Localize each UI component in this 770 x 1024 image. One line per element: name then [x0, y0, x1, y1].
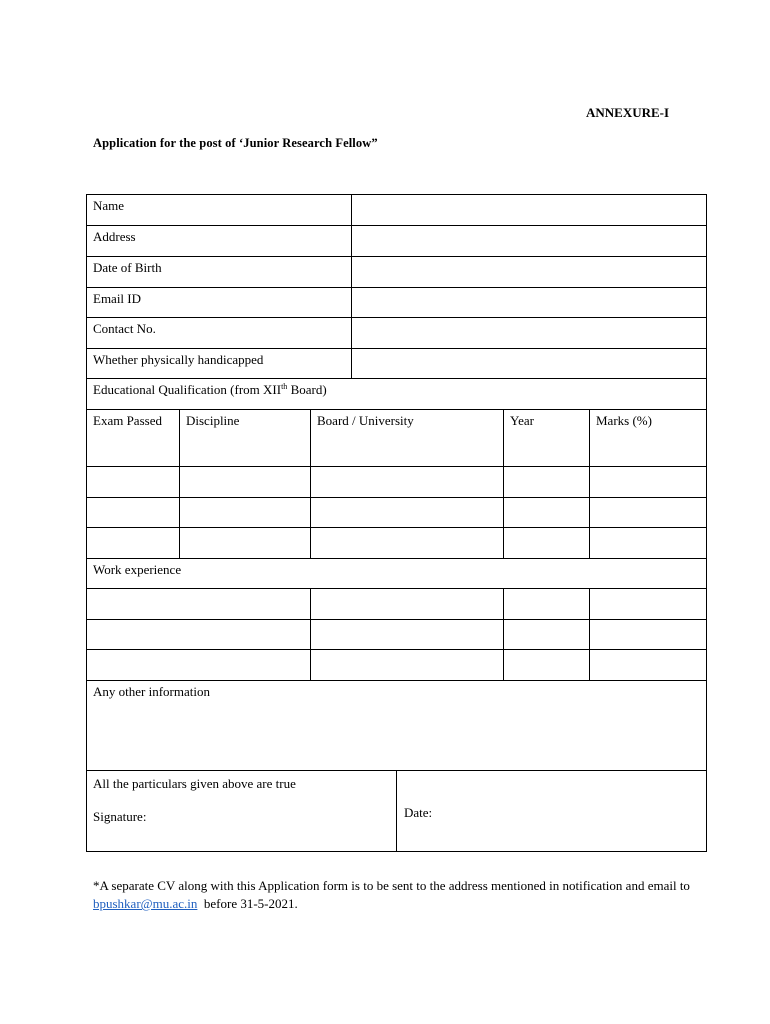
education-header-row [87, 410, 706, 467]
email-label: Email ID [87, 288, 352, 317]
year-cell[interactable] [504, 467, 590, 497]
work-cell[interactable] [590, 589, 706, 619]
row-email [87, 288, 706, 318]
handicapped-field[interactable] [352, 349, 706, 378]
education-heading [87, 379, 706, 409]
work-cell[interactable] [87, 589, 311, 619]
exam-passed-cell[interactable] [87, 498, 180, 527]
other-information-label: Any other information [93, 684, 210, 699]
col-marks: Marks (%) [596, 413, 652, 428]
declaration-row [87, 771, 706, 851]
work-cell[interactable] [590, 620, 706, 649]
dob-label: Date of Birth [87, 257, 352, 287]
education-heading-sup: th [281, 382, 288, 391]
other-information-field[interactable] [87, 681, 706, 770]
discipline-cell[interactable] [180, 528, 311, 558]
handicapped-label: Whether physically handicapped [87, 349, 352, 378]
discipline-cell[interactable] [180, 498, 311, 527]
signature-field[interactable]: Signature: [93, 809, 147, 824]
marks-cell[interactable] [590, 528, 706, 558]
board-cell[interactable] [311, 498, 504, 527]
address-field[interactable] [352, 226, 706, 256]
education-row [87, 528, 706, 559]
marks-cell[interactable] [590, 498, 706, 527]
work-cell[interactable] [87, 620, 311, 649]
work-cell[interactable] [311, 620, 504, 649]
col-year: Year [504, 410, 590, 466]
dob-field[interactable] [352, 257, 706, 287]
address-label: Address [87, 226, 352, 256]
discipline-cell[interactable] [180, 467, 311, 497]
form-title: Application for the post of ‘Junior Research Fellow” [93, 136, 378, 150]
email-field[interactable] [352, 288, 706, 317]
row-address [87, 226, 706, 257]
date-field[interactable]: Date: [404, 805, 433, 820]
contact-field[interactable] [352, 318, 706, 348]
work-row [87, 620, 706, 650]
work-cell[interactable] [87, 650, 311, 680]
year-cell[interactable] [504, 498, 590, 527]
year-cell[interactable] [504, 528, 590, 558]
marks-cell[interactable] [590, 467, 706, 497]
work-cell[interactable] [504, 650, 590, 680]
email-link[interactable]: bpushkar@mu.ac.in [93, 896, 198, 911]
annexure-label: ANNEXURE-I [586, 105, 670, 120]
work-experience-heading: Work experience [93, 562, 182, 577]
education-heading-row [87, 379, 706, 410]
footnote-text: *A separate CV along with this Application form is to be sent to the address mentioned in notification and email to [93, 878, 690, 893]
education-row [87, 467, 706, 498]
board-cell[interactable] [311, 467, 504, 497]
work-cell[interactable] [504, 589, 590, 619]
footnote-deadline: before 31-5-2021. [197, 896, 298, 911]
name-label: Name [87, 195, 352, 225]
footnote [93, 877, 693, 913]
education-row [87, 498, 706, 528]
col-discipline: Discipline [180, 410, 311, 466]
work-row [87, 650, 706, 681]
work-heading-row [87, 559, 706, 589]
work-cell[interactable] [311, 589, 504, 619]
other-info-row [87, 681, 706, 771]
declaration-cell [87, 771, 397, 851]
education-heading-prefix: Educational Qualification (from XII [93, 382, 282, 397]
col-board-university: Board / University [311, 410, 504, 466]
exam-passed-cell[interactable] [87, 467, 180, 497]
education-heading-suffix: Board) [287, 382, 327, 397]
declaration-statement: All the particulars given above are true [93, 776, 296, 791]
row-name [87, 195, 706, 226]
row-handicapped [87, 349, 706, 379]
name-field[interactable] [352, 195, 706, 225]
work-row [87, 589, 706, 620]
contact-label: Contact No. [87, 318, 352, 348]
col-exam-passed: Exam Passed [87, 410, 180, 466]
work-cell[interactable] [504, 620, 590, 649]
work-cell[interactable] [311, 650, 504, 680]
application-form-table [86, 194, 707, 852]
work-cell[interactable] [590, 650, 706, 680]
row-contact [87, 318, 706, 349]
row-dob [87, 257, 706, 288]
exam-passed-cell[interactable] [87, 528, 180, 558]
board-cell[interactable] [311, 528, 504, 558]
